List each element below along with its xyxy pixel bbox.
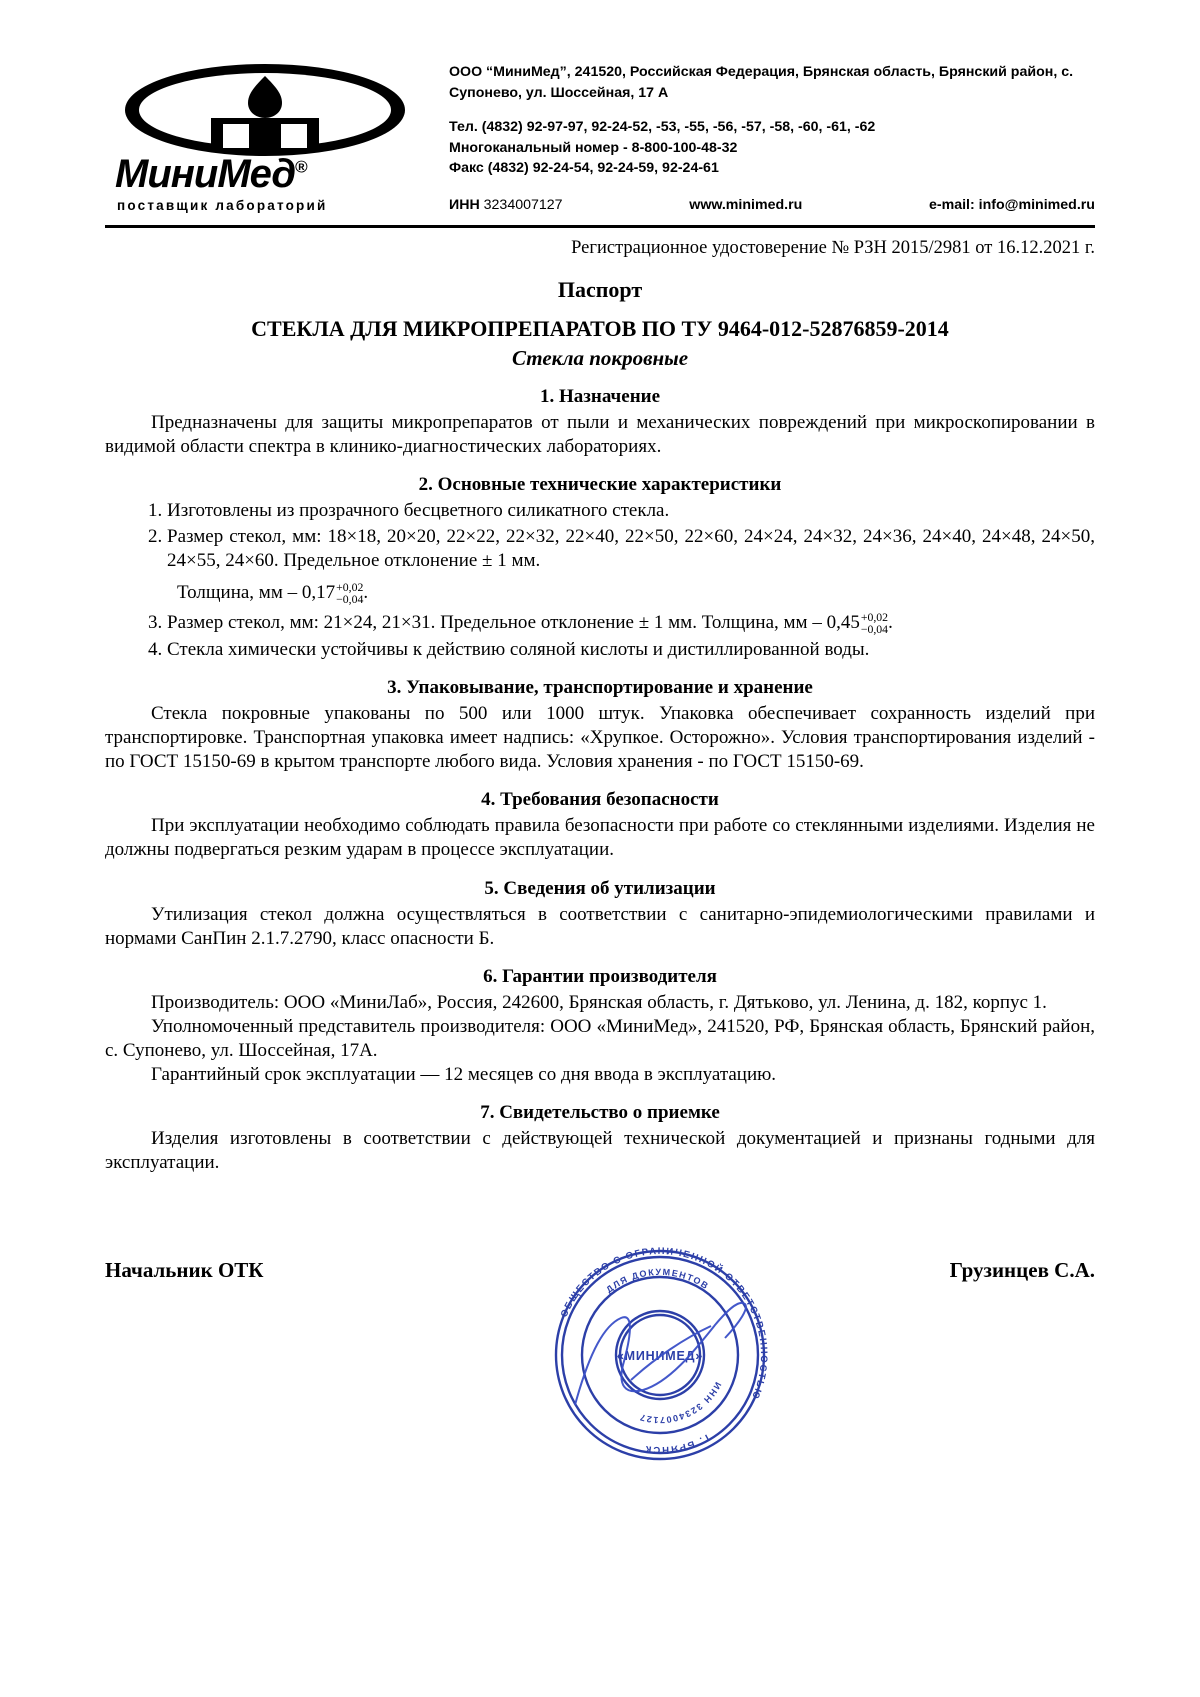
document-subtitle: СТЕКЛА ДЛЯ МИКРОПРЕПАРАТОВ ПО ТУ 9464-012-52876859-2014 <box>251 315 949 341</box>
tolerance-lower: −0,04 <box>336 593 364 607</box>
svg-text:ДЛЯ ДОКУМЕНТОВ: ДЛЯ ДОКУМЕНТОВ <box>604 1266 711 1295</box>
section-6-paragraph-2: Уполномоченный представитель производителя: ООО «МиниМед», 241520, РФ, Брянская область, Брянский район, с. Супонево, ул. Шоссейная, 17А. <box>105 1015 1095 1062</box>
inn-label: ИНН <box>449 196 480 213</box>
company-website[interactable]: www.minimed.ru <box>689 196 803 213</box>
svg-text:ОБЩЕСТВО С ОГРАНИЧЕННОЙ ОТВЕТС: ОБЩЕСТВО С ОГРАНИЧЕННОЙ ОТВЕТСТВЕННОСТЬЮ <box>558 1245 770 1402</box>
header-divider <box>105 225 1095 228</box>
list-item: 2. Размер стекол, мм: 18×18, 20×20, 22×22, 22×32, 22×40, 22×50, 22×60, 24×24, 24×32, 24×36, 24×40, 24×48, 24×50, 24×55, 24×60. Предельное отклонение ± 1 мм. <box>167 525 1095 573</box>
thickness-label: Толщина, мм – 0,17 <box>177 582 336 604</box>
document-header <box>105 0 1095 216</box>
document-subtitle-secondary: Стекла покровные <box>511 345 689 370</box>
section-7-paragraph-1: Изделия изготовлены в соответствии с действующей технической документацией и признаны годными для эксплуатации. <box>105 1128 1095 1174</box>
section-3-paragraph-1: Стекла покровные упакованы по 500 или 1000 штук. Упаковка обеспечивает сохранность изделий при транспортировке. Транспортная упаковка имеет надпись: «Хрупкое. Осторожно». Условия транспортирования изделий - по ГОСТ 15150-69 в крытом транспорте любого вида. Условия хранения - по ГОСТ 15150-69. <box>105 702 1095 773</box>
thickness-tolerance <box>336 582 363 606</box>
thickness-tolerance-2 <box>861 612 888 636</box>
section-heading-6: 6. Гарантии производителя <box>483 965 717 987</box>
logo-word-text: МиниМед <box>115 152 296 196</box>
company-fax: Факс (4832) 92-24-54, 92-24-59, 92-24-61 <box>449 160 719 177</box>
company-multichannel: Многоканальный номер - 8-800-100-48-32 <box>449 139 738 156</box>
signature-role: Начальник ОТК <box>105 1258 264 1282</box>
section-4-paragraph-1: При эксплуатации необходимо соблюдать правила безопасности при работе со стеклянными изделиями. Изделия не должны подвергаться резким ударам в процессе эксплуатации. <box>105 815 1095 861</box>
section-6-paragraph-1: Производитель: ООО «МиниЛаб», Россия, 242600, Брянская область, г. Дятьково, ул. Ленина, д. 182, корпус 1. <box>151 991 1047 1013</box>
list-item <box>167 611 1095 636</box>
list-item-tail: . <box>888 611 893 633</box>
tolerance-upper: +0,02 <box>336 581 364 595</box>
section-2-list <box>105 499 1095 573</box>
registered-trademark-icon: ® <box>295 157 307 177</box>
thickness-tail: . <box>363 582 369 604</box>
company-stamp <box>535 1230 785 1480</box>
tolerance-upper: +0,02 <box>860 610 889 624</box>
svg-text:Г. БРЯНСК: Г. БРЯНСК <box>643 1431 711 1456</box>
svg-text:«МИНИМЕД»: «МИНИМЕД» <box>616 1349 704 1363</box>
tolerance-lower: −0,04 <box>860 622 889 636</box>
section-heading-4: 4. Требования безопасности <box>481 789 719 811</box>
logo-tagline: поставщик лабораторий <box>117 198 328 213</box>
section-1-paragraph-1: Предназначены для защиты микропрепаратов от пыли и механических повреждений при микроскопировании в видимой области спектра в клинико-диагностических лабораториях. <box>105 411 1095 457</box>
list-item: 4. Стекла химически устойчивы к действию соляной кислоты и дистиллированной воды. <box>167 638 1095 662</box>
section-2-list-continued <box>105 611 1095 662</box>
company-logo <box>105 52 435 213</box>
logo-emblem-icon <box>115 60 415 160</box>
company-address: ООО “МиниМед”, 241520, Российская Федерация, Брянская область, Брянский район, с. Супонево, ул. Шоссейная, 17 А <box>449 64 1074 101</box>
company-inn <box>449 195 563 216</box>
section-heading-2: 2. Основные технические характеристики <box>418 473 782 495</box>
section-heading-3: 3. Упаковывание, транспортирование и хранение <box>387 676 813 698</box>
list-item-text: Размер стекол, мм: 21×24, 21×31. Предельное отклонение ± 1 мм. Толщина, мм – 0,45 <box>167 611 860 633</box>
section-heading-1: 1. Назначение <box>539 385 661 407</box>
company-contacts <box>435 52 1095 216</box>
company-email[interactable]: e-mail: info@minimed.ru <box>929 196 1095 213</box>
page-title: Паспорт <box>557 276 643 302</box>
logo-wordmark <box>115 154 435 194</box>
section-heading-7: 7. Свидетельство о приемке <box>480 1102 720 1124</box>
inn-value: 3234007127 <box>483 196 563 213</box>
registration-line: Регистрационное удостоверение № РЗН 2015/2981 от 16.12.2021 г. <box>571 237 1095 258</box>
section-5-paragraph-1: Утилизация стекол должна осуществляться в соответствии с санитарно-эпидемиологическими правилами и нормами СанПин 2.1.7.2790, класс опасности Б. <box>105 903 1095 949</box>
list-item: 1. Изготовлены из прозрачного бесцветного силикатного стекла. <box>167 499 1095 523</box>
section-heading-5: 5. Сведения об утилизации <box>484 877 716 899</box>
section-6-paragraph-3: Гарантийный срок эксплуатации — 12 месяцев со дня ввода в эксплуатацию. <box>151 1064 777 1086</box>
svg-text:ИНН 3234007127: ИНН 3234007127 <box>637 1380 724 1426</box>
thickness-spec <box>177 582 1095 606</box>
signature-name: Грузинцев С.А. <box>949 1258 1095 1282</box>
company-phones: Тел. (4832) 92-97-97, 92-24-52, -53, -55, -56, -57, -58, -60, -61, -62 <box>449 119 876 136</box>
